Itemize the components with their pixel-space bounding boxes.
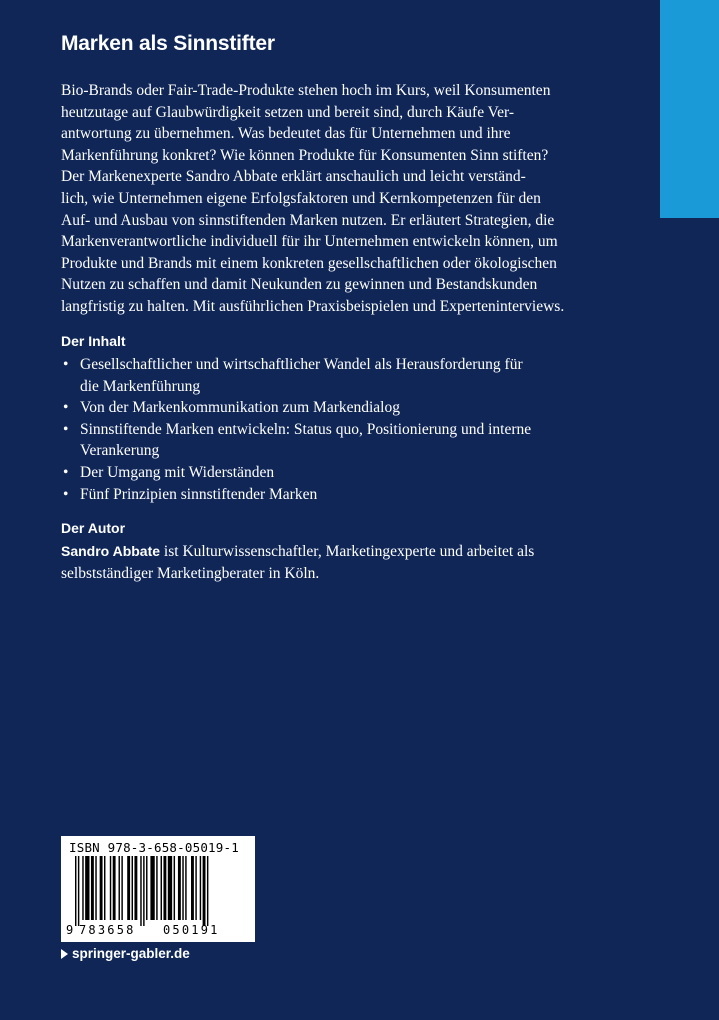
author-bio-text: selbstständiger Marketingberater in Köln.: [61, 564, 320, 582]
ean-lead-digit: 9: [66, 923, 74, 937]
barcode-bar: [100, 856, 103, 920]
list-item: [61, 462, 597, 484]
list-item: [61, 397, 597, 419]
blurb-text: [61, 80, 597, 318]
barcode-bar: [195, 856, 196, 920]
author-heading: Der Autor: [61, 520, 126, 536]
arrow-right-icon: [61, 949, 68, 959]
blurb-line: langfristig zu halten. Mit ausführlichen Praxisbeispielen und Experteninterviews.: [61, 297, 565, 315]
author-bio: [61, 541, 597, 584]
barcode-bar: [85, 856, 89, 920]
blurb-line: antwortung zu übernehmen. Was bedeutet das für Unternehmen und ihre: [61, 125, 511, 143]
list-item-text: Gesellschaftlicher und wirtschaftlicher Wandel als Herausforderung für: [80, 356, 523, 373]
barcode-bar: [174, 856, 175, 920]
barcode-bar: [91, 856, 94, 920]
barcode-bar: [146, 856, 147, 920]
blurb-line: Produkte und Brands mit einem konkreten gesellschaftlichen oder ökologischen: [61, 254, 557, 272]
blurb-line: Markenführung konkret? Wie können Produkte für Konsumenten Sinn stiften?: [61, 146, 549, 164]
blurb-line: Bio-Brands oder Fair-Trade-Produkte stehen hoch im Kurs, weil Konsumenten: [61, 82, 551, 99]
ean-left-digits: 783658: [79, 923, 136, 937]
barcode-bar: [207, 856, 208, 926]
accent-color-bar: [660, 0, 719, 218]
list-item: [61, 419, 597, 462]
barcode-bar: [200, 856, 201, 920]
barcode-bar: [150, 856, 154, 920]
barcode-bar: [182, 856, 183, 920]
barcode-bar: [104, 856, 105, 920]
barcode-bar: [161, 856, 162, 920]
book-title: Marken als Sinnstifter: [61, 32, 275, 55]
contents-heading: Der Inhalt: [61, 333, 126, 349]
blurb-line: Der Markenexperte Sandro Abbate erklärt anschaulich und leicht verständ-: [61, 168, 526, 186]
barcode-bar: [75, 856, 76, 926]
list-item-text: Von der Markenkommunikation zum Markendialog: [80, 399, 400, 417]
barcode-bar: [191, 856, 194, 920]
ean-right-digits: 050191: [163, 923, 220, 937]
list-item-text: Sinnstiftende Marken entwickeln: Status quo, Positionierung und interne: [80, 420, 532, 438]
barcode-bar: [113, 856, 116, 920]
blurb-line: Nutzen zu schaffen und damit Neukunden zu gewinnen und Bestandskunden: [61, 276, 538, 294]
barcode-bar: [134, 856, 137, 920]
barcode-bar: [127, 856, 130, 920]
blurb-line: heutzutage auf Glaubwürdigkeit setzen und bereit sind, durch Käufe Ver-: [61, 103, 515, 121]
bullet-icon: •: [63, 485, 69, 503]
blurb-line: lich, wie Unternehmen eigene Erfolgsfaktoren und Kernkompetenzen für den: [61, 189, 541, 207]
barcode-bar: [178, 856, 181, 920]
contents-list: [61, 354, 597, 505]
barcode-bar: [121, 856, 122, 920]
list-item-text: Der Umgang mit Widerständen: [80, 463, 275, 481]
barcode-bar: [78, 856, 79, 926]
isbn-label: ISBN 978-3-658-05019-1: [69, 840, 239, 855]
list-item: [61, 484, 597, 506]
bullet-icon: •: [63, 420, 69, 438]
author-bio-text: ist Kulturwissenschaftler, Marketingexperte und arbeitet als: [160, 543, 535, 560]
barcode-bar: [140, 856, 141, 926]
barcode-bar: [110, 856, 111, 920]
publisher-link[interactable]: [61, 946, 190, 961]
barcode-bar: [168, 856, 172, 920]
barcode-bar: [185, 856, 186, 920]
list-item: [61, 354, 597, 397]
list-item-text: Verankerung: [80, 442, 160, 460]
barcode-bar: [119, 856, 120, 920]
isbn-barcode: [61, 836, 255, 942]
list-item-text: Fünf Prinzipien sinnstiftender Marken: [80, 485, 318, 503]
blurb-line: Markenverantwortliche individuell für ihr Unternehmen entwickeln können, um: [61, 233, 558, 251]
publisher-url: springer-gabler.de: [72, 946, 190, 961]
barcode-bar: [95, 856, 96, 920]
barcode-bar: [143, 856, 144, 926]
barcode-bar: [203, 856, 206, 926]
bullet-icon: •: [63, 356, 69, 373]
barcode-bar: [82, 856, 83, 920]
bullet-icon: •: [63, 463, 69, 481]
barcode-bar: [132, 856, 133, 920]
barcode-bar: [156, 856, 157, 920]
list-item-text: die Markenführung: [80, 377, 201, 395]
bullet-icon: •: [63, 399, 69, 417]
barcode-bar: [163, 856, 166, 920]
author-name: Sandro Abbate: [61, 543, 161, 559]
blurb-line: Auf- und Ausbau von sinnstiftenden Marken nutzen. Er erläutert Strategien, die: [61, 211, 555, 229]
